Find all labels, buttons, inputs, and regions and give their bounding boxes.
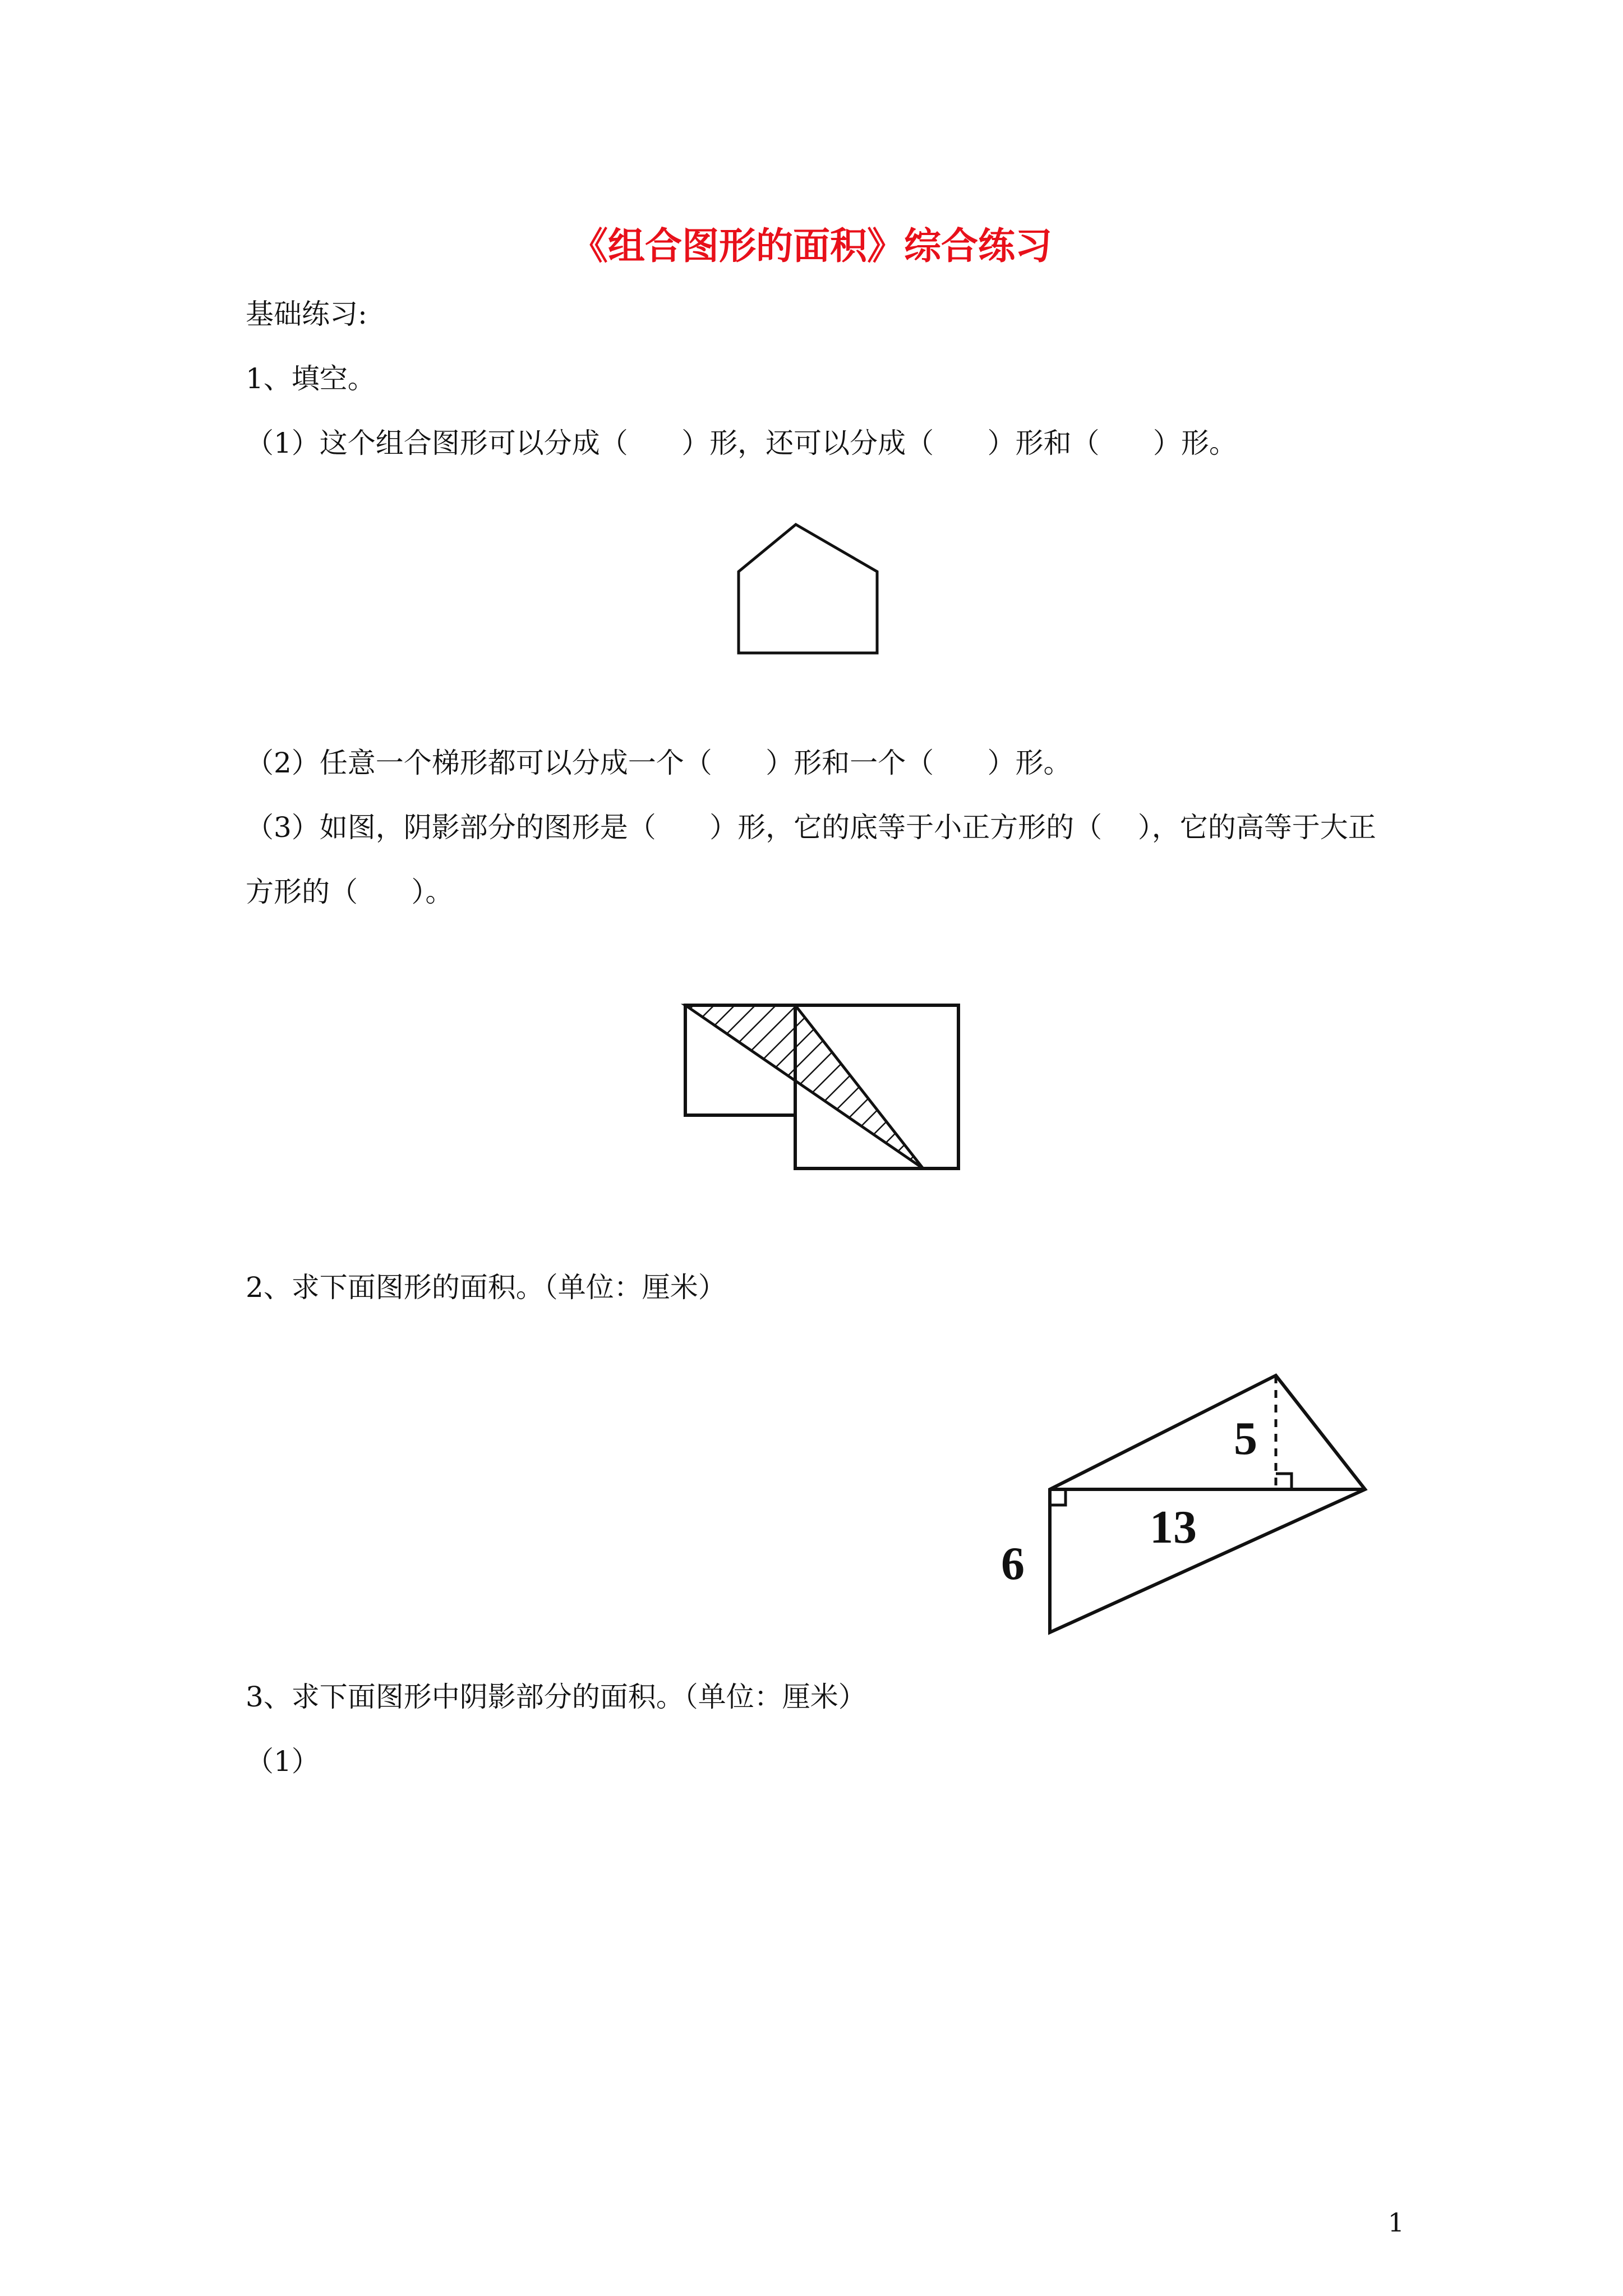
parallelogram-figure <box>993 1358 1385 1649</box>
two-squares-shaded-figure <box>679 999 970 1184</box>
pentagon-figure <box>729 516 897 662</box>
label-height-5: 5 <box>1234 1412 1257 1465</box>
question-2-heading: 2、求下面图形的面积。（单位：厘米） <box>246 1271 726 1304</box>
section-heading: 基础练习: <box>246 298 367 330</box>
question-1-part-1: （1）这个组合图形可以分成（ ）形，还可以分成（ ）形和（ ）形。 <box>246 427 1237 459</box>
question-1-part-3-line-2: 方形的（ ）。 <box>246 876 454 908</box>
question-1-heading: 1、填空。 <box>246 362 376 395</box>
label-base-13: 13 <box>1150 1501 1197 1553</box>
page-number: 1 <box>1387 2207 1404 2238</box>
right-angle-mark-left <box>1050 1489 1066 1505</box>
right-angle-mark-top <box>1276 1474 1292 1489</box>
label-height-6: 6 <box>1001 1538 1025 1590</box>
question-3-heading: 3、求下面图形中阴影部分的面积。（单位：厘米） <box>246 1681 866 1713</box>
question-3-sub-1: （1） <box>246 1745 320 1778</box>
question-1-part-2: （2）任意一个梯形都可以分成一个（ ）形和一个（ ）形。 <box>246 747 1072 779</box>
question-1-part-3-line-1: （3）如图，阴影部分的图形是（ ）形，它的底等于小正方形的（ ），它的高等于大正 <box>246 811 1376 844</box>
shaded-triangle <box>685 1005 923 1168</box>
page-title: 《组合图形的面积》综合练习 <box>571 224 1052 268</box>
